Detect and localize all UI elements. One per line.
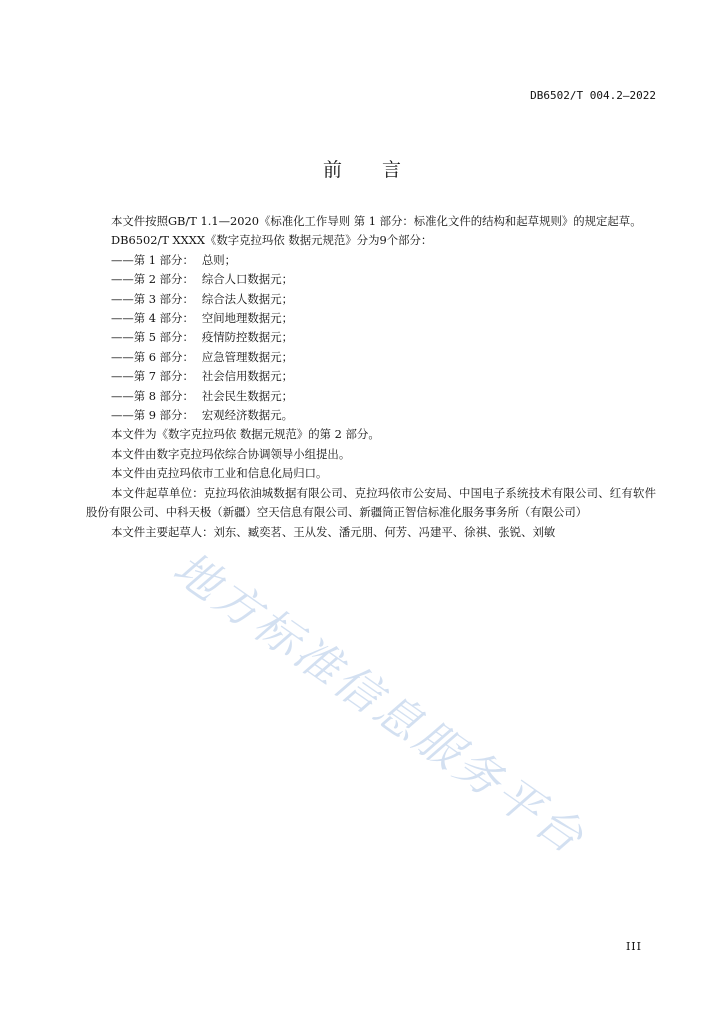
part-label: 社会信用数据元； xyxy=(201,369,293,384)
part-number: ——第 4 部分： xyxy=(111,311,194,326)
paragraph-administrator: 本文件由克拉玛依市工业和信息化局归口。 xyxy=(111,466,328,481)
part-label: 宏观经济数据元。 xyxy=(201,408,293,423)
list-item xyxy=(86,406,656,425)
paragraph-drafters: 本文件主要起草人：刘东、臧奕茗、王从发、潘元朋、何芳、冯建平、徐祺、张锐、刘敏 xyxy=(111,524,556,539)
title-char-2: 言 xyxy=(382,159,402,181)
list-item xyxy=(86,367,656,386)
intro-paragraph-2: DB6502/T XXXX《数字克拉玛依 数据元规范》分为9个部分： xyxy=(111,233,433,248)
part-number: ——第 5 部分： xyxy=(111,330,194,345)
part-number: ——第 6 部分： xyxy=(111,349,194,364)
list-item xyxy=(86,348,656,367)
part-label: 空间地理数据元； xyxy=(201,311,293,326)
paragraph-proposer: 本文件由数字克拉玛依综合协调领导小组提出。 xyxy=(111,446,351,461)
part-label: 应急管理数据元； xyxy=(201,349,293,364)
part-label: 社会民生数据元； xyxy=(201,388,293,403)
parts-list xyxy=(86,251,656,426)
list-item xyxy=(86,251,656,270)
page-number: III xyxy=(625,940,642,953)
list-item xyxy=(86,387,656,406)
list-item xyxy=(86,328,656,347)
paragraph-drafting-units: 本文件起草单位：克拉玛依油城数据有限公司、克拉玛依市公安局、中国电子系统技术有限公司、红有软件股份有限公司、中科天极（新疆）空天信息有限公司、新疆筒正智信标准化服务事务所（有限公司） xyxy=(86,485,656,520)
paragraph-part-statement: 本文件为《数字克拉玛依 数据元规范》的第 2 部分。 xyxy=(111,427,380,442)
list-item xyxy=(86,290,656,309)
title-char-1: 前 xyxy=(322,159,342,181)
list-item xyxy=(86,309,656,328)
document-code: DB6502/T 004.2—2022 xyxy=(530,89,656,102)
watermark: 地方标准信息服务平台 xyxy=(163,541,596,866)
part-label: 综合人口数据元； xyxy=(201,272,293,287)
page-title xyxy=(0,155,724,182)
part-number: ——第 9 部分： xyxy=(111,408,194,423)
part-number: ——第 2 部分： xyxy=(111,272,194,287)
part-label: 疫情防控数据元； xyxy=(201,330,293,345)
intro-paragraph-1: 本文件按照GB/T 1.1—2020《标准化工作导则 第 1 部分：标准化文件的结构和起草规则》的规定起草。 xyxy=(111,214,642,228)
part-number: ——第 3 部分： xyxy=(111,291,194,306)
part-label: 总则； xyxy=(201,252,237,267)
part-number: ——第 8 部分： xyxy=(111,388,194,403)
part-label: 综合法人数据元； xyxy=(201,291,293,306)
part-number: ——第 1 部分： xyxy=(111,252,194,267)
foreword-body xyxy=(86,212,656,542)
part-number: ——第 7 部分： xyxy=(111,369,194,384)
list-item xyxy=(86,270,656,289)
